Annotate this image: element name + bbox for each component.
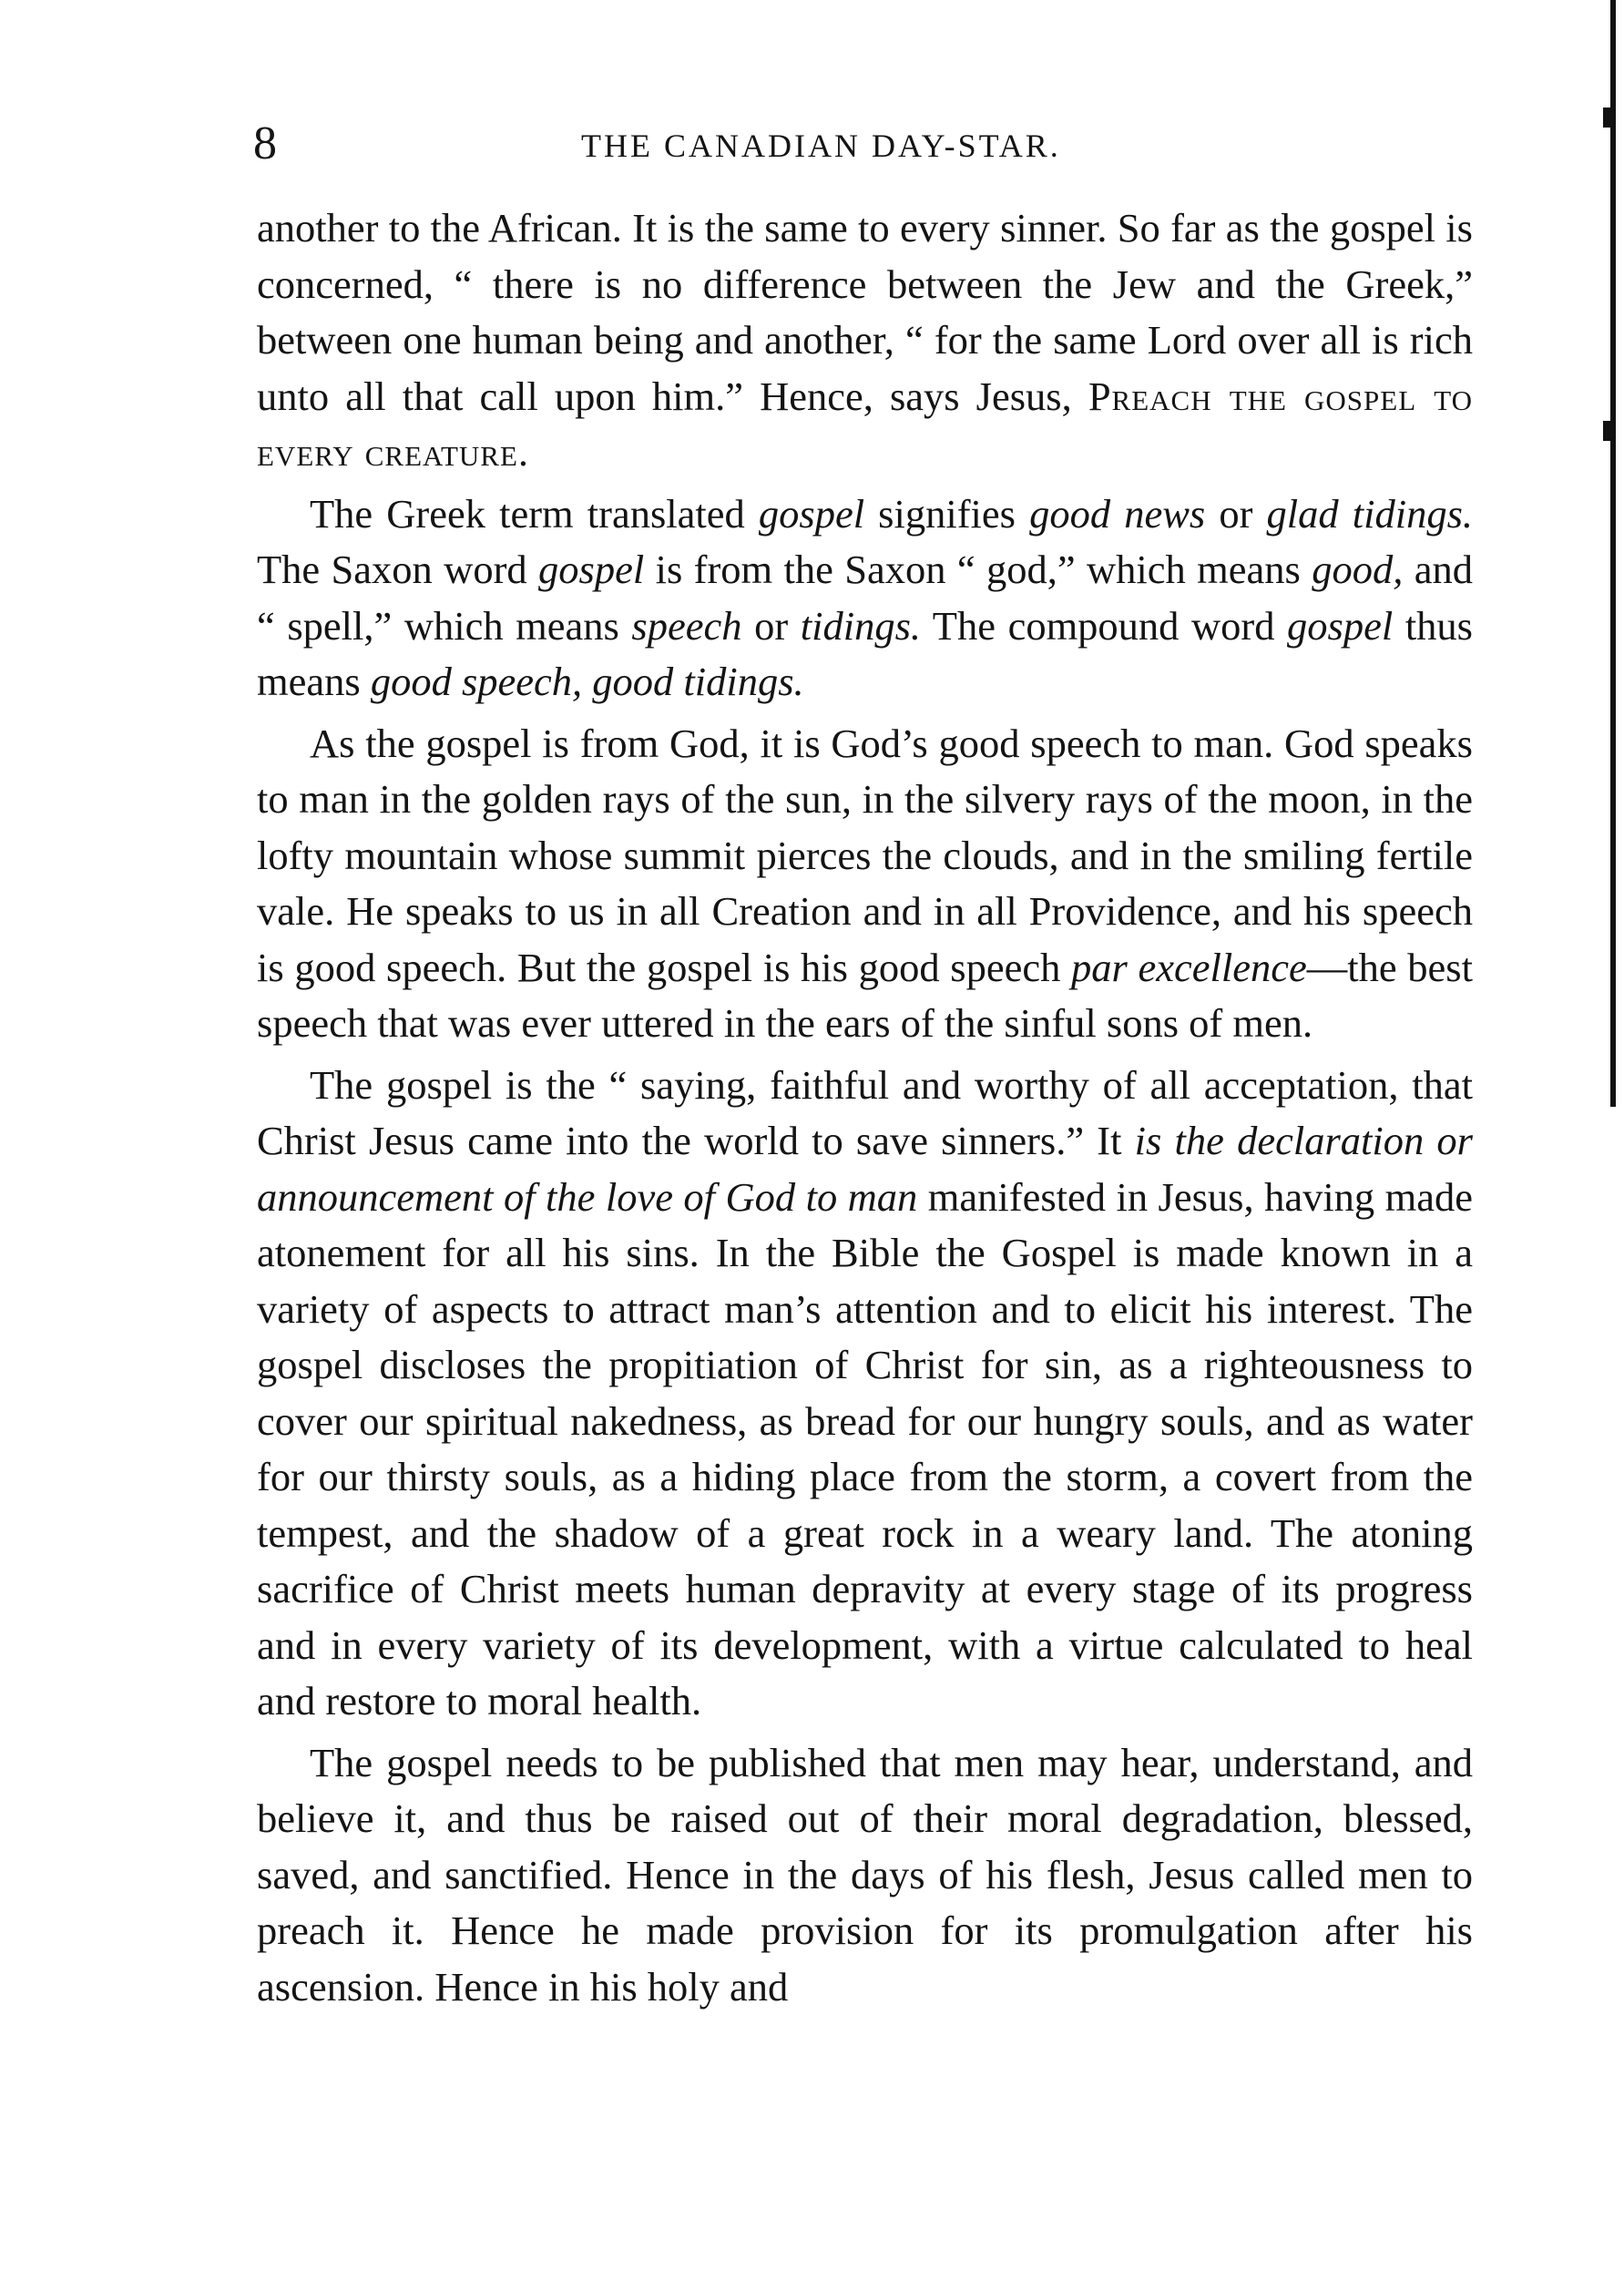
emphasis-italic: tidings. [800,602,922,649]
text-run: signifies [864,490,1030,537]
emphasis-italic: is the declaration or announcement of the love of God to man [257,1118,1473,1220]
running-head: THE CANADIAN DAY-STAR. [581,128,1061,164]
text-run: As the gospel is from God, it is God’s good speech to man. God speaks to man in the golden rays of the sun, in the silvery rays of the moon, in the lofty mountain whose summit pierces the clouds, and in the smiling fertile vale. He speaks to us in all Creation and in all Providence, and his speech is good speech. But the gospel is his good speech [257,720,1473,990]
text-run: The compound word [921,602,1288,649]
emphasis-italic: glad tidings. [1266,490,1474,537]
page-header [253,117,1483,180]
paragraph-2 [257,486,1473,711]
binding-edge-notch [1603,421,1611,441]
body-text [257,200,1473,2020]
text-run: thus means [257,602,1473,704]
paragraph-1 [257,200,1473,481]
emphasis-italic: gospel [758,490,865,537]
text-run: or [1205,490,1267,537]
text-run: The Saxon word [257,547,539,592]
emphasis-italic: good speech, good tidings. [370,659,804,704]
emphasis-italic: good news [1029,490,1206,537]
emphasis-italic: good, [1312,547,1404,592]
text-run: another to the African. It is the same to every sinner. So far as the gospel is concerned, “ there is no difference between the Jew and the Greek,” between one human being and another, “ for the same Lord over all is rich unto all that call upon him.” Hence, says Jesus, [257,205,1473,419]
text-run: or [741,602,801,649]
paragraph-4 [257,1058,1473,1730]
text-run: The gospel is the “ saying, faithful and worthy of all acceptation, that Christ Jesus came into the world to save sinners.” It [257,1061,1473,1163]
text-run: —the best speech that was ever uttered in the ears of the sinful sons of men. [257,944,1473,1046]
emphasis-small-caps: Preach the gospel to every creature. [257,373,1473,475]
text-run: The Greek term translated [310,490,759,537]
emphasis-italic: speech [631,602,742,649]
binding-edge-rule [1610,0,1616,1107]
emphasis-italic: gospel [538,547,645,592]
text-run: and “ spell,” which means [257,547,1474,649]
text-run: manifested in Jesus, having made atonement for all his sins. In the Bible the Gospel is made known in a variety of aspects to attract man’s attention and to elicit his interest. The gospel discloses the propitiation of Christ for sin, as a righteousness to cover our spiritual nakedness, as bread for our hungry souls, and as water for our thirsty souls, as a hiding place from the storm, a covert from the tempest, and the shadow of a great rock in a weary land. The atoning sacrifice of Christ meets human depravity at every stage of its progress and in every variety of its development, with a virtue calculated to heal and restore to moral health. [257,1173,1474,1723]
page-number: 8 [253,118,277,169]
paragraph-5 [257,1735,1473,2016]
emphasis-italic: gospel [1287,602,1394,649]
paragraph-3 [257,716,1473,1052]
emphasis-italic: par excellence [1071,944,1307,990]
text-run: is from the Saxon “ god,” which means [644,547,1312,592]
binding-edge-notch [1603,107,1611,128]
text-run: The gospel needs to be published that men may hear, understand, and believe it, and thus be raised out of their moral degradation, blessed, saved, and sanctified. Hence in the days of his flesh, Jesus called men to preach it. Hence he made provision for its promulgation after his ascension. Hence in his holy and [257,1739,1473,2010]
